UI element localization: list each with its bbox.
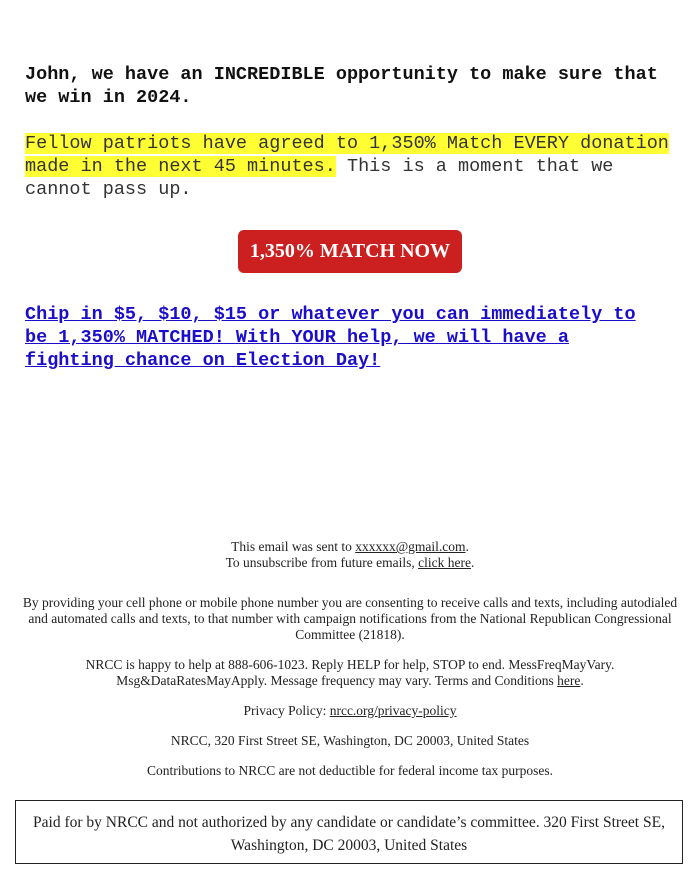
highlighted-match-text: Fellow patriots have agreed to 1,350% Match EVERY donation made in the next 45 minutes. (25, 133, 669, 177)
paid-for-disclaimer: Paid for by NRCC and not authorized by any candidate or candidate’s committee. 320 First Street SE, Washington, DC 20003, United States (15, 800, 683, 864)
unsubscribe-suffix: . (470, 555, 475, 570)
sent-prefix: This email was sent to (231, 539, 356, 554)
address-line: NRCC, 320 First Street SE, Washington, DC 20003, United States (170, 733, 530, 748)
email-headline: John, we have an INCREDIBLE opportunity to make sure that we win in 2024. (25, 64, 658, 108)
unsubscribe-link[interactable]: click here (418, 555, 471, 570)
body-rest-text: This is a moment that we cannot pass up. (25, 156, 614, 200)
sent-to-line (20, 539, 680, 571)
privacy-prefix: Privacy Policy: (243, 703, 330, 718)
consent-text: By providing your cell phone or mobile phone number you are consenting to receive calls and texts, including autodialed and automated calls and texts, to that number with campaign notifications from the National Republican Congressional Committee (21818). (22, 595, 678, 642)
terms-link[interactable]: here (557, 673, 581, 688)
sent-email-link[interactable]: xxxxxx@gmail.com (355, 539, 466, 554)
sent-suffix: . (465, 539, 469, 554)
privacy-line (20, 703, 680, 719)
email-footer (20, 539, 680, 793)
match-now-button[interactable]: 1,350% MATCH NOW (238, 230, 462, 273)
help-line (20, 657, 680, 689)
help-suffix: . (580, 673, 584, 688)
privacy-policy-link[interactable]: nrcc.org/privacy-policy (329, 703, 457, 718)
chip-in-link[interactable]: Chip in $5, $10, $15 or whatever you can immediately to be 1,350% MATCHED! With YOUR help, we will have a fighting chance on Election Day! (25, 304, 636, 371)
cta-container (0, 230, 700, 273)
unsubscribe-prefix: To unsubscribe from future emails, (225, 555, 419, 570)
help-text: NRCC is happy to help at 888-606-1023. Reply HELP for help, STOP to end. MessFreqMayVary. Msg&DataRatesMayApply. Message frequency may vary. Terms and Conditions (85, 657, 615, 688)
email-body-paragraph (25, 132, 685, 201)
contributions-line: Contributions to NRCC are not deductible for federal income tax purposes. (146, 763, 554, 778)
